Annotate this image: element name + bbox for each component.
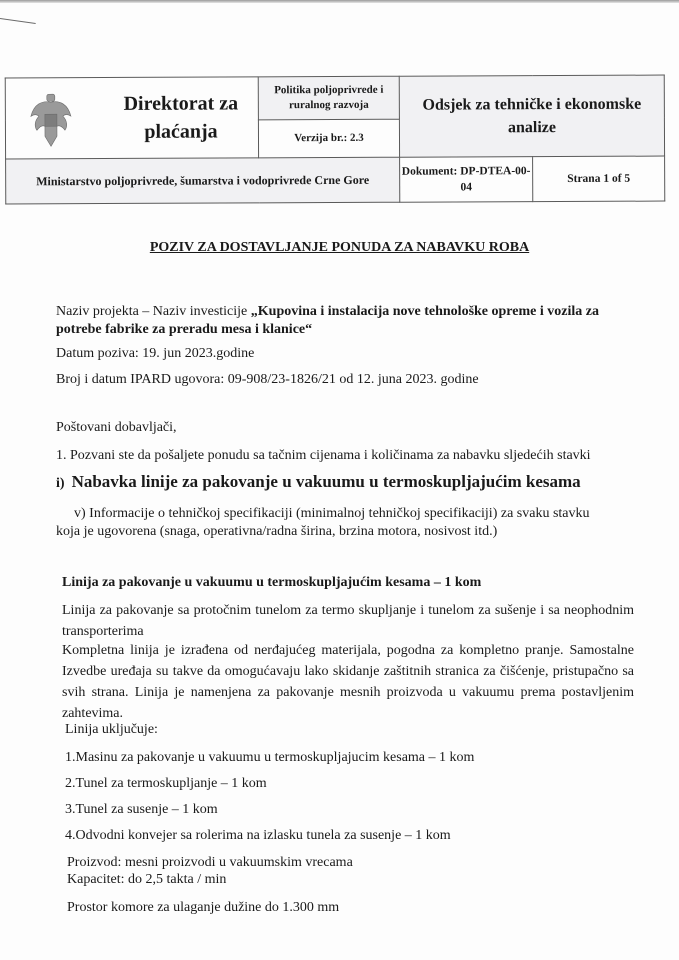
capacity-spec: Kapacitet: do 2,5 takta / min xyxy=(67,872,227,887)
pen-mark xyxy=(0,18,36,24)
organization-title: Direktorat za plaćanja xyxy=(123,92,239,143)
include-item: 2.Tunel za termoskupljanje – 1 kom xyxy=(65,776,267,791)
project-line-1: Naziv projekta – Naziv investicije „Kupovina i instalacija nove tehnološke opreme i vozila za xyxy=(56,304,599,319)
item-description-1: Linija za pakovanje sa protočnim tunelom za termo skupljanje i tunelom za sušenje i sa neophodnim transporterima xyxy=(62,603,634,639)
item-heading: Linija za pakovanje u vakuumu u termoskupljajućim kesama – 1 kom xyxy=(62,575,482,590)
document-header-table xyxy=(5,75,666,205)
chamber-spec: Prostor komore za ulaganje dužine do 1.300 mm xyxy=(67,900,340,915)
include-item: 1.Masinu za pakovanje u vakuumu u termoskupljajucim kesama – 1 kom xyxy=(65,750,475,765)
invitation-date: Datum poziva: 19. jun 2023.godine xyxy=(56,346,255,361)
point-1: 1. Pozvani ste da pošaljete ponudu sa tačnim cijenama i količinama za nabavku sljedećih stavki xyxy=(56,448,591,463)
policy-cell: Politika poljoprivrede i ruralnog razvoja xyxy=(258,76,399,119)
include-item: 4.Odvodni konvejer sa rolerima na izlasku tunela za susenje – 1 kom xyxy=(65,828,451,843)
include-item: 3.Tunel za susenje – 1 kom xyxy=(65,802,218,817)
ministry-cell: Ministarstvo poljoprivrede, šumarstva i vodoprivrede Crne Gore xyxy=(6,157,400,204)
info-v-line-1: v) Informacije o tehničkoj specifikaciji (minimalnoj tehničkoj specifikaciji) za svaku stavku xyxy=(74,506,590,521)
document-id-cell: Dokument: DP-DTEA-00-04 xyxy=(400,157,533,203)
document-title: POZIV ZA DOSTAVLJANJE PONUDA ZA NABAVKU ROBA xyxy=(149,240,530,255)
page-number-cell: Strana 1 of 5 xyxy=(533,156,665,202)
version-cell: Verzija br.: 2.3 xyxy=(258,119,399,158)
organization-cell xyxy=(5,77,258,159)
product-spec: Proizvod: mesni proizvodi u vakuumskim vrecama xyxy=(67,855,353,870)
montenegro-coat-of-arms-icon xyxy=(28,92,74,148)
section-heading: i) Nabavka linije za pakovanje u vakuumu u termoskupljajućim kesama xyxy=(56,472,581,491)
scan-edge xyxy=(0,0,679,3)
greeting: Poštovani dobavljači, xyxy=(56,420,177,435)
contract-info: Broj i datum IPARD ugovora: 09-908/23-1826/21 od 12. juna 2023. godine xyxy=(56,372,479,387)
info-v-line-2: koja je ugovorena (snaga, operativna/radna širina, brzina motora, nosivost itd.) xyxy=(56,524,498,539)
department-cell: Odsjek za tehničke i ekonomske analize xyxy=(399,75,664,157)
includes-label: Linija uključuje: xyxy=(65,722,158,737)
project-line-2: potrebe fabrike za preradu mesa i klanice“ xyxy=(56,322,313,337)
item-description-2: Kompletna linija je izrađena od nerđajućeg materijala, pogodna za kompletno pranje. Samostalne Izvedbe uređaja su takve da omogućavaju lako skidanje zaštitnih stranica za čišćenje, pristupačno sa svih strana. Linija je namenjena za pakovanje mesnih proizvoda u vakuumu prema postavljenim zahtevima. xyxy=(62,643,634,721)
